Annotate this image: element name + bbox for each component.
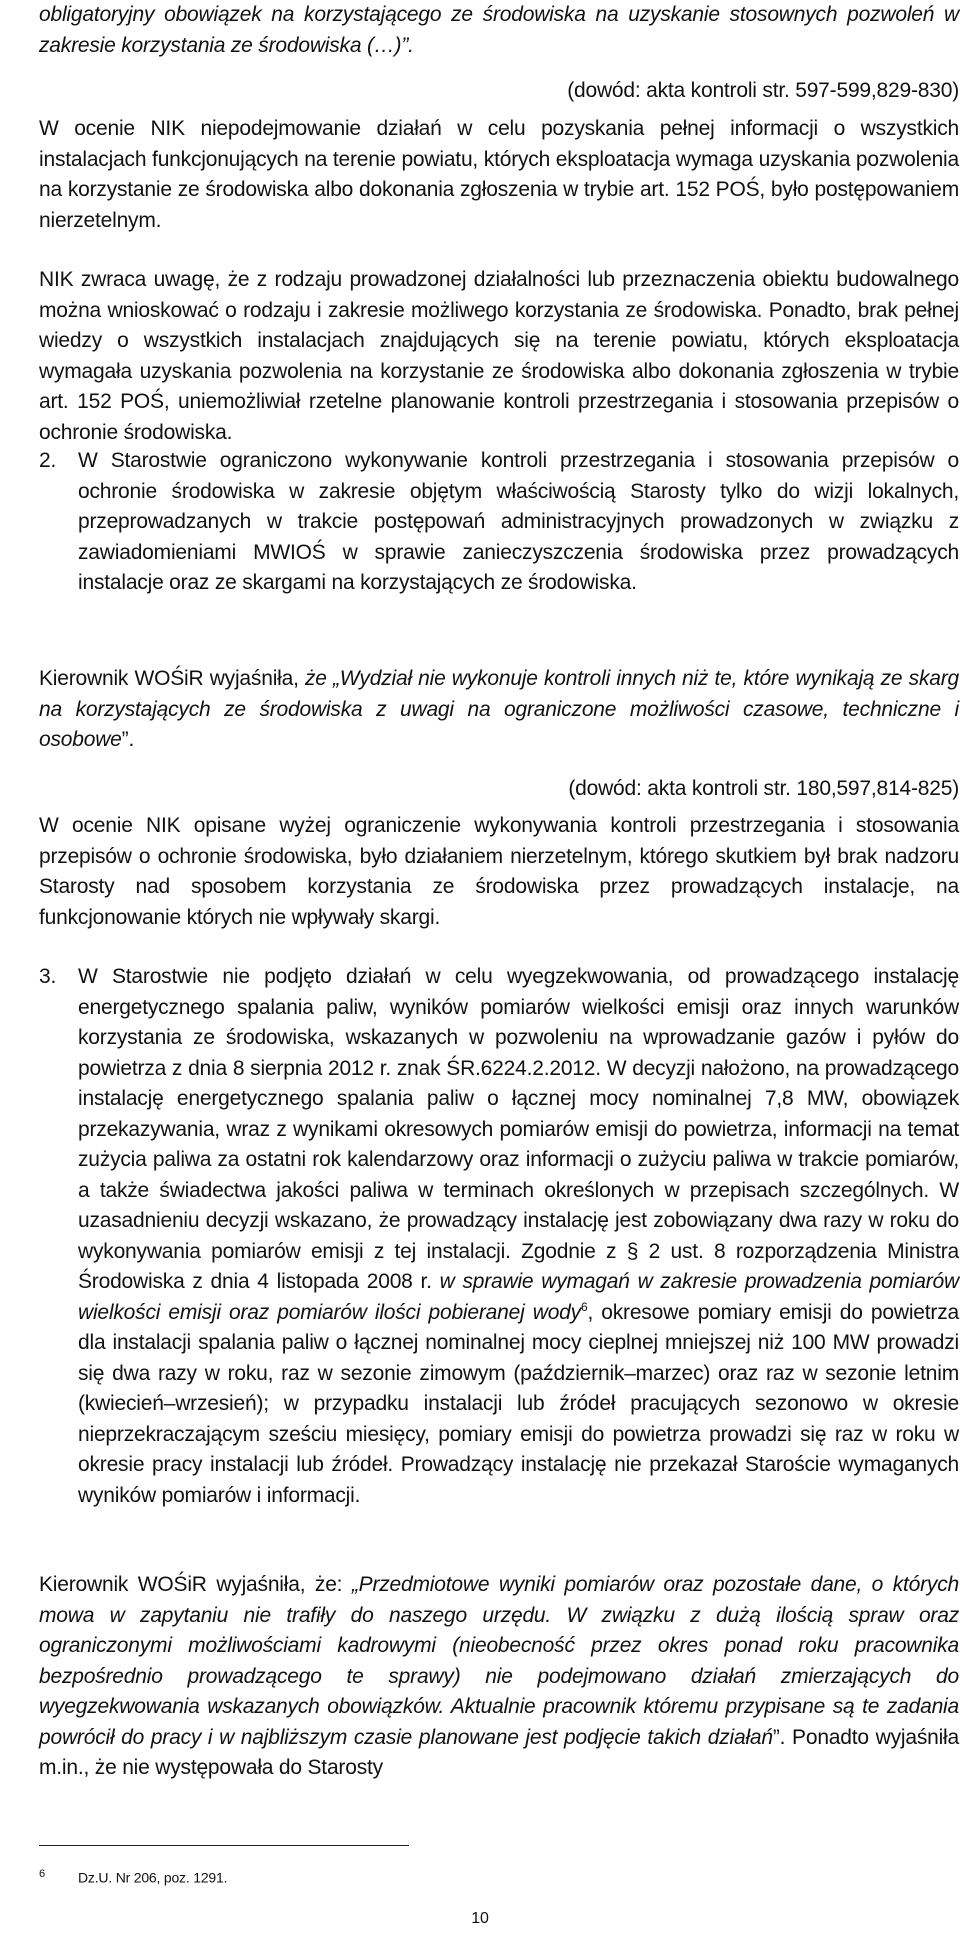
paragraph-2: NIK zwraca uwagę, że z rodzaju prowadzonej działalności lub przeznaczenia obiektu budowalnego można wnioskować o rodzaju i zakresie możliwego korzystania ze środowiska. Ponadto, brak pełnej wiedzy o wszystkich instalacjach znajdujących się na terenie powiatu, których eksploatacja wymagała uzyskania pozwolenia na korzystanie ze środowiska albo dokonania zgłoszenia w trybie art. 152 POŚ, uniemożliwiał rzetelne planowanie kontroli przestrzegania i stosowania przepisów o ochronie środowiska. xyxy=(39,268,959,444)
paragraph-3-tail: ”. xyxy=(121,728,135,751)
list-item-3-text xyxy=(78,962,959,1511)
paragraph-3-quote: że „Wydział nie wykonuje kontroli innych niż te, które wynikają ze skarg na korzystających ze środowiska z uwagi na ograniczone możliwości czasowe, techniczne i osobowe xyxy=(39,667,959,751)
paragraph-3 xyxy=(39,664,959,756)
paragraph-5-lead: Kierownik WOŚiR wyjaśniła, że: xyxy=(39,1573,352,1596)
proof-2-block xyxy=(39,774,959,805)
paragraph-4-block xyxy=(39,811,959,933)
paragraph-1-block xyxy=(39,114,959,236)
paragraph-5-block xyxy=(39,1570,959,1784)
paragraph-1: W ocenie NIK niepodejmowanie działań w celu pozyskania pełnej informacji o wszystkich instalacjach funkcjonujących na terenie powiatu, których eksploatacja wymaga uzyskania pozwolenia na korzystanie ze środowiska albo dokonania zgłoszenia w trybie art. 152 POŚ, było postępowaniem nierzetelnym. xyxy=(39,117,959,232)
paragraph-4: W ocenie NIK opisane wyżej ograniczenie wykonywania kontroli przestrzegania i stosowania przepisów o ochronie środowiska, było działaniem nierzetelnym, którego skutkiem był brak nadzoru Starosty nad sposobem korzystania ze środowiska przez prowadzących instalacje, na funkcjonowanie których nie wpływały skargi. xyxy=(39,814,959,929)
top-fragment-block xyxy=(39,0,959,61)
proof-reference-2: (dowód: akta kontroli str. 180,597,814-825) xyxy=(568,777,959,800)
page-number: 10 xyxy=(471,1910,489,1927)
footnote-separator xyxy=(39,1845,409,1846)
paragraph-3-block xyxy=(39,664,959,756)
footnote xyxy=(39,1868,227,1886)
proof-1-block xyxy=(39,76,959,107)
footnote-text: Dz.U. Nr 206, poz. 1291. xyxy=(78,1869,228,1886)
paragraph-5-tail: ”. Ponadto wyjaśniła m.in., że nie występowała do Starosty xyxy=(39,1725,960,1779)
list-number-2: 2. xyxy=(39,449,57,472)
footnote-number: 6 xyxy=(39,1868,45,1880)
list-item-3-text-b: , okresowe pomiary emisji do powietrza dla instalacji spalania paliw o łącznej nominalnej mocy cieplnej mniejszej niż 100 MW prowadzi się dwa razy w roku, raz w sezonie zimowym (październik–marzec) oraz raz w sezonie letnim (kwiecień–wrzesień); w przypadku instalacji lub źródeł pracujących sezonowo w okresie nieprzekraczającym sześciu miesięcy, pomiary emisji do powietrza prowadzi się raz w roku w okresie pracy instalacji lub źródeł. Prowadzący instalację nie przekazał Staroście wymaganych wyników pomiarów i informacji. xyxy=(78,1300,959,1507)
list-number-3: 3. xyxy=(39,965,57,988)
paragraph-5-quote: „Przedmiotowe wyniki pomiarów oraz pozostałe dane, o których mowa w zapytaniu nie trafiły do naszego urzędu. W związku z dużą ilością spraw oraz ograniczonymi możliwościami kadrowymi (nieobecność przez okres ponad roku pracownika bezpośrednio prowadzącego te sprawy) nie podejmowano działań zmierzających do wyegzekwowania wskazanych obowiązków. Aktualnie pracownik któremu przypisane są te zadania powrócił do pracy i w najbliższym czasie planowane jest podjęcie takich działań xyxy=(39,1573,959,1749)
proof-reference-1: (dowód: akta kontroli str. 597-599,829-830) xyxy=(567,79,959,102)
top-fragment: obligatoryjny obowiązek na korzystającego ze środowiska na uzyskanie stosownych pozwoleń w zakresie korzystania ze środowiska (…)”. xyxy=(39,3,959,57)
paragraph-2-block xyxy=(39,265,959,448)
paragraph-3-lead: Kierownik WOŚiR wyjaśniła, xyxy=(39,667,305,690)
list-item-3-text-a: W Starostwie nie podjęto działań w celu wyegzekwowania, od prowadzącego instalację energetycznego spalania paliw, wyników pomiarów wielkości emisji oraz innych warunków korzystania ze środowiska, wskazanych w pozwoleniu na wprowadzanie gazów i pyłów do powietrza z dnia 8 sierpnia 2012 r. znak ŚR.6224.2.2012. W decyzji nałożono, na prowadzącego instalację energetycznego spalania paliw o łącznej mocy nominalnej 7,8 MW, obowiązek przekazywania, wraz z wynikami okresowych pomiarów emisji do powietrza, informacji na temat zużycia paliwa za ostatni rok kalendarzowy oraz informacji o zużyciu paliwa w trakcie pomiarów, a także świadectwa jakości paliwa w terminach określonych w przepisach szczególnych. W uzasadnieniu decyzji wskazano, że prowadzący instalację jest zobowiązany dwa razy w roku do wykonywania pomiarów emisji z tej instalacji. Zgodnie z § 2 ust. 8 rozporządzenia Ministra Środowiska z dnia 4 listopada 2008 r. xyxy=(78,965,959,1293)
list-item-2-text: W Starostwie ograniczono wykonywanie kontroli przestrzegania i stosowania przepisów o ochronie środowiska w zakresie objętym właściwością Starosty tylko do wizji lokalnych, przeprowadzanych w trakcie postępowań administracyjnych prowadzonych w związku z zawiadomieniami MWIOŚ w sprawie zanieczyszczenia środowiska przez prowadzących instalacje oraz ze skargami na korzystających ze środowiska. xyxy=(78,449,959,594)
footnote-reference: 6 xyxy=(580,1299,588,1314)
regulation-title: w sprawie wymagań w zakresie prowadzenia pomiarów wielkości emisji oraz pomiarów ilości pobieranej wody xyxy=(78,1270,959,1324)
paragraph-5 xyxy=(39,1570,959,1784)
